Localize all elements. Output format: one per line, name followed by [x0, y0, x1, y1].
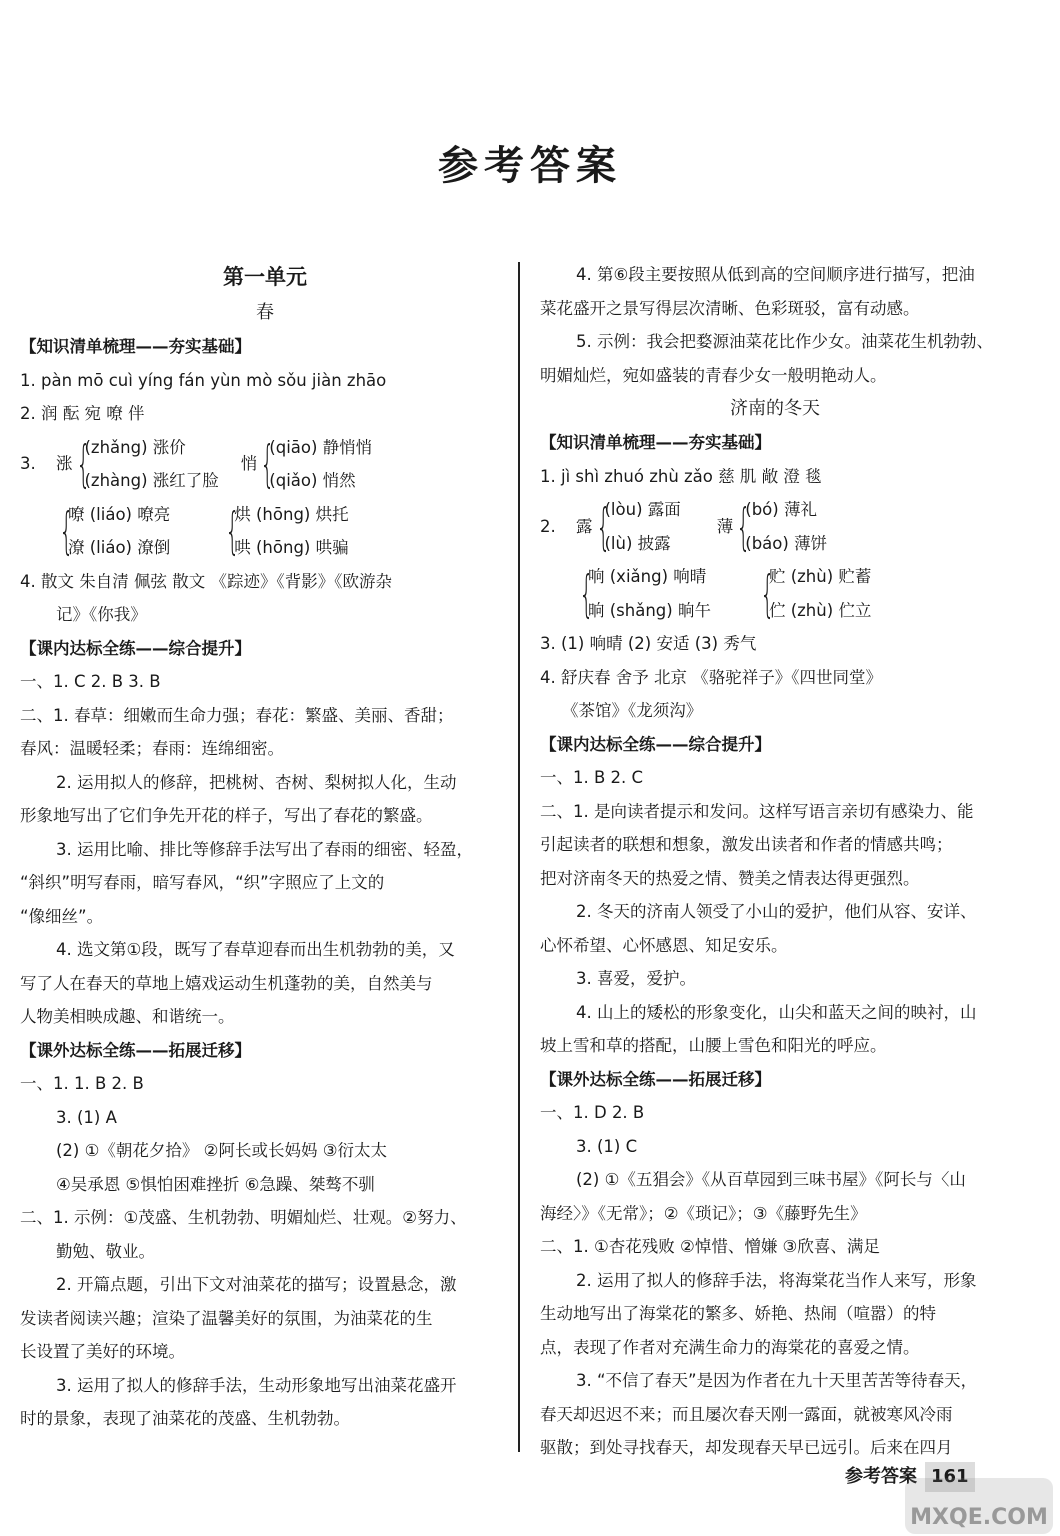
polyphone-group: 3. 涨 { (zhǎng) 涨价 (zhàng) 涨红了脸 悄 { (qiāo) 静悄悄 (qiǎo) 悄然	[20, 435, 373, 493]
answer-line: 一、1. D 2. B	[540, 1103, 645, 1122]
homophone-group: { 响 (xiǎng) 响晴 晌 (shǎng) 晌午 { 贮 (zhù) 贮蓄 伫 (zhù) 伫立	[579, 564, 872, 623]
answer-line: 3. 喜爱，爱护。	[576, 969, 696, 988]
footer-label: 参考答案	[845, 1466, 917, 1487]
answer-line: 5. 示例：我会把婺源油菜花比作少女。油菜花生机勃勃、	[576, 332, 993, 351]
answer-line: “像细丝”。	[20, 906, 104, 926]
answer-line: 一、1. 1. B 2. B	[20, 1074, 144, 1093]
polyphone-group: 2. 露 { (lòu) 露面 (lù) 披露 薄 { (bó) 薄礼 (báo) 薄饼	[540, 497, 828, 556]
answer-line: 驱散；到处寻找春天，却发现春天早已远引。后来在四月	[540, 1438, 953, 1457]
left-brace-icon: {	[260, 435, 275, 493]
answer-line: 时的景象，表现了油菜花的茂盛、生机勃勃。	[20, 1409, 350, 1428]
section-heading: 【课外达标全练——拓展迁移】	[20, 1040, 251, 1060]
answer-line: 二、1. 是向读者提示和发问。这样写语言亲切有感染力、能	[540, 801, 974, 821]
answer-line: 坡上雪和草的搭配，山腰上雪色和阳光的呼应。	[540, 1036, 887, 1055]
answer-line: 勤勉、敬业。	[56, 1241, 155, 1261]
polyphone-char: 露	[576, 516, 593, 536]
section-heading: 【课外达标全练——拓展迁移】	[540, 1069, 771, 1089]
answer-line: “斜织”明写春雨，暗写春风，“织”字照应了上文的	[20, 873, 385, 892]
watermark-logo: MXQE.COM	[905, 1478, 1053, 1534]
right-column	[540, 258, 1010, 1465]
answer-line: 2. 开篇点题，引出下文对油菜花的描写；设置悬念，激	[56, 1275, 457, 1294]
answer-line: (2) ①《五猖会》《从百草园到三味书屋》《阿长与〈山	[576, 1170, 966, 1189]
answer-line: 《茶馆》《龙须沟》	[562, 701, 703, 720]
answer-line: 2. 润 酝 宛 嘹 伴	[20, 404, 145, 423]
answer-line: 3. (1) A	[56, 1107, 117, 1127]
page-number: 161	[925, 1462, 975, 1492]
answer-line: 2. 运用了拟人的修辞手法，将海棠花当作人来写，形象	[576, 1270, 977, 1290]
left-brace-icon: {	[225, 502, 240, 560]
answer-line: 一、1. C 2. B 3. B	[20, 672, 161, 691]
answer-line: 4. 散文 朱自清 佩弦 散文 《踪迹》《背影》《欧游杂	[20, 571, 392, 591]
unit-heading: 第一单元	[223, 265, 307, 289]
answer-line: 2. 冬天的济南人领受了小山的爱护，他们从容、安详、	[576, 902, 977, 921]
answer-line: 二、1. ①杏花残败 ②悼惜、憎嫌 ③欣喜、满足	[540, 1237, 880, 1256]
section-heading: 【课内达标全练——综合提升】	[540, 734, 771, 754]
answer-line: 记》《你我》	[56, 605, 147, 624]
answer-line: 春风：温暖轻柔；春雨：连绵细密。	[20, 739, 284, 758]
answer-line: 3. “不信了春天”是因为作者在九十天里苦苦等待春天，	[576, 1371, 978, 1390]
answer-line: 菜花盛开之景写得层次清晰、色彩斑驳，富有动感。	[540, 298, 920, 318]
section-heading: 【知识清单梳理——夯实基础】	[20, 337, 251, 356]
answer-line: 1. pàn mō cuì yíng fán yùn mò sǒu jiàn zhāo	[20, 370, 387, 390]
item-number: 2.	[540, 516, 556, 536]
answer-line: 把对济南冬天的热爱之情、赞美之情表达得更强烈。	[540, 868, 920, 888]
answer-line: 一、1. B 2. C	[540, 768, 644, 787]
section-heading: 【课内达标全练——综合提升】	[20, 638, 251, 658]
column-divider	[518, 262, 520, 1452]
answer-line: 引起读者的联想和想象，激发出读者和作者的情感共鸣；	[540, 835, 953, 854]
lesson-heading: 济南的冬天	[730, 398, 820, 419]
answer-line: ④吴承恩 ⑤惧怕困难挫折 ⑥急躁、桀骜不驯	[56, 1174, 375, 1194]
answer-line: 形象地写出了它们争先开花的样子，写出了春花的繁盛。	[20, 806, 433, 825]
left-brace-icon: {	[760, 564, 775, 623]
answer-line: 2. 运用拟人的修辞，把桃树、杏树、梨树拟人化，生动	[56, 772, 457, 792]
answer-line: 二、1. 示例：①茂盛、生机勃勃、明媚灿烂、壮观。②努力、	[20, 1208, 467, 1227]
answer-line: 春天却迟迟不来；而且屡次春天刚一露面，就被寒风冷雨	[540, 1404, 953, 1424]
section-heading: 【知识清单梳理——夯实基础】	[540, 433, 771, 452]
answer-line: 4. 舒庆春 舍予 北京 《骆驼祥子》《四世同堂》	[540, 667, 882, 687]
polyphone-char: 涨	[56, 454, 73, 474]
answer-line: 4. 第⑥段主要按照从低到高的空间顺序进行描写，把油	[576, 265, 975, 284]
answer-line: 心怀希望、心怀感恩、知足安乐。	[540, 935, 788, 955]
answer-line: 明媚灿烂，宛如盛装的青春少女一般明艳动人。	[540, 365, 887, 385]
homophone-group: { 嘹 (liáo) 嘹亮 潦 (liáo) 潦倒 { 烘 (hōng) 烘托 哄 (hōng) 哄骗	[59, 502, 349, 560]
answer-line: 人物美相映成趣、和谐统一。	[20, 1007, 235, 1026]
answer-line: 二、1. 春草：细嫩而生命力强；春花：繁盛、美丽、香甜；	[20, 705, 454, 725]
polyphone-char: 薄	[716, 516, 734, 536]
answer-line: 3. 运用了拟人的修辞手法，生动形象地写出油菜花盛开	[56, 1375, 457, 1395]
answer-line: 点，表现了作者对充满生命力的海棠花的喜爱之情。	[540, 1337, 920, 1357]
answer-line: 3. (1) C	[576, 1136, 638, 1156]
left-brace-icon: {	[59, 502, 74, 560]
left-column	[20, 258, 510, 1436]
answer-line: 发读者阅读兴趣；渲染了温馨美好的氛围，为油菜花的生	[20, 1308, 433, 1328]
item-number: 3.	[20, 454, 36, 474]
lesson-heading: 春	[256, 302, 274, 323]
left-brace-icon: {	[75, 435, 91, 493]
answer-line: 4. 山上的矮松的形象变化，山尖和蓝天之间的映衬，山	[576, 1002, 977, 1022]
left-brace-icon: {	[595, 497, 611, 556]
answer-line: 生动地写出了海棠花的繁多、娇艳、热闹（喧嚣）的特	[540, 1304, 936, 1323]
polyphone-char: 悄	[240, 454, 258, 474]
answer-line: 4. 选文第①段，既写了春草迎春而出生机勃勃的美，又	[56, 940, 455, 959]
left-brace-icon: {	[736, 497, 751, 556]
answer-line: 写了人在春天的草地上嬉戏运动生机蓬勃的美，自然美与	[20, 973, 433, 993]
answer-line: 3. (1) 响晴 (2) 安适 (3) 秀气	[540, 634, 757, 653]
answer-line: 3. 运用比喻、排比等修辞手法写出了春雨的细密、轻盈，	[56, 839, 473, 859]
page-title: 参考答案	[438, 143, 622, 189]
answer-line: (2) ①《朝花夕拾》 ②阿长或长妈妈 ③衍太太	[56, 1141, 387, 1160]
answer-line: 长设置了美好的环境。	[20, 1342, 185, 1361]
left-brace-icon: {	[579, 564, 594, 623]
answer-line: 海经〉》《无常》；②《琐记》；③《藤野先生》	[540, 1203, 867, 1223]
answer-line: 1. jì shì zhuó zhù zǎo 慈 肌 敞 澄 毯	[540, 466, 822, 486]
